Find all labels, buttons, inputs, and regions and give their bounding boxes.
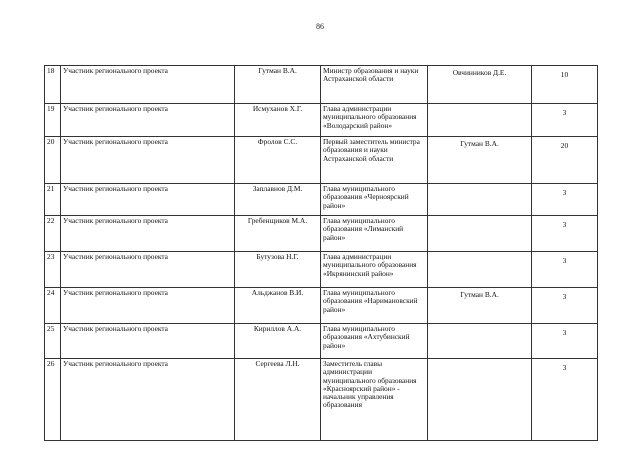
page-number: 86	[316, 22, 324, 31]
participant-name: Бутузова Н.Г.	[235, 252, 321, 288]
workload-percent: 3	[532, 216, 598, 252]
table-row	[45, 104, 598, 137]
project-role: Участник регионального проекта	[61, 288, 235, 324]
participant-position: Глава муниципального образования «Наримановский район»	[321, 288, 428, 324]
project-role: Участник регионального проекта	[61, 216, 235, 252]
participant-position: Глава муниципального образования «Черноярский район»	[321, 184, 428, 216]
participant-name: Сергеева Л.Н.	[235, 359, 321, 441]
workload-percent: 3	[532, 252, 598, 288]
row-number: 21	[45, 184, 61, 216]
participant-position: Глава муниципального образования «Ахтубинский район»	[321, 324, 428, 359]
participant-position: Заместитель главы администрации муниципального образования «Красноярский район» - начальник управления образования	[321, 359, 428, 441]
direct-supervisor	[428, 359, 532, 441]
table-row	[45, 66, 598, 104]
direct-supervisor: Овчинников Д.Е.	[428, 66, 532, 104]
row-number: 20	[45, 137, 61, 184]
table-row	[45, 184, 598, 216]
row-number: 19	[45, 104, 61, 137]
participant-name: Альджанов В.И.	[235, 288, 321, 324]
participant-name: Исмуханов Х.Г.	[235, 104, 321, 137]
table-row	[45, 359, 598, 441]
project-role: Участник регионального проекта	[61, 359, 235, 441]
direct-supervisor	[428, 252, 532, 288]
workload-percent: 3	[532, 359, 598, 441]
direct-supervisor	[428, 324, 532, 359]
project-role: Участник регионального проекта	[61, 66, 235, 104]
direct-supervisor: Гутман В.А.	[428, 288, 532, 324]
participant-name: Заплавнов Д.М.	[235, 184, 321, 216]
project-participants-table	[44, 65, 598, 441]
workload-percent: 3	[532, 104, 598, 137]
participant-position: Министр образования и науки Астраханской области	[321, 66, 428, 104]
table-body	[45, 66, 598, 441]
participant-position: Глава муниципального образования «Лиманский район»	[321, 216, 428, 252]
project-role: Участник регионального проекта	[61, 252, 235, 288]
row-number: 23	[45, 252, 61, 288]
project-role: Участник регионального проекта	[61, 324, 235, 359]
table-row	[45, 252, 598, 288]
row-number: 26	[45, 359, 61, 441]
workload-percent: 3	[532, 288, 598, 324]
table-row	[45, 324, 598, 359]
workload-percent: 10	[532, 66, 598, 104]
participant-position: Глава администрации муниципального образования «Икрянинский район»	[321, 252, 428, 288]
participant-name: Гребенщиков М.А.	[235, 216, 321, 252]
project-role: Участник регионального проекта	[61, 184, 235, 216]
direct-supervisor	[428, 184, 532, 216]
table-row	[45, 216, 598, 252]
participant-name: Кириллов А.А.	[235, 324, 321, 359]
direct-supervisor	[428, 216, 532, 252]
participant-position: Глава администрации муниципального образования «Володарский район»	[321, 104, 428, 137]
workload-percent: 3	[532, 324, 598, 359]
row-number: 24	[45, 288, 61, 324]
table-row	[45, 288, 598, 324]
participant-name: Фролов С.С.	[235, 137, 321, 184]
table-row	[45, 137, 598, 184]
project-role: Участник регионального проекта	[61, 137, 235, 184]
workload-percent: 20	[532, 137, 598, 184]
workload-percent: 3	[532, 184, 598, 216]
project-role: Участник регионального проекта	[61, 104, 235, 137]
direct-supervisor	[428, 104, 532, 137]
row-number: 18	[45, 66, 61, 104]
row-number: 25	[45, 324, 61, 359]
participant-position: Первый заместитель министра образования и науки Астраханской области	[321, 137, 428, 184]
participant-name: Гутман В.А.	[235, 66, 321, 104]
direct-supervisor: Гутман В.А.	[428, 137, 532, 184]
row-number: 22	[45, 216, 61, 252]
